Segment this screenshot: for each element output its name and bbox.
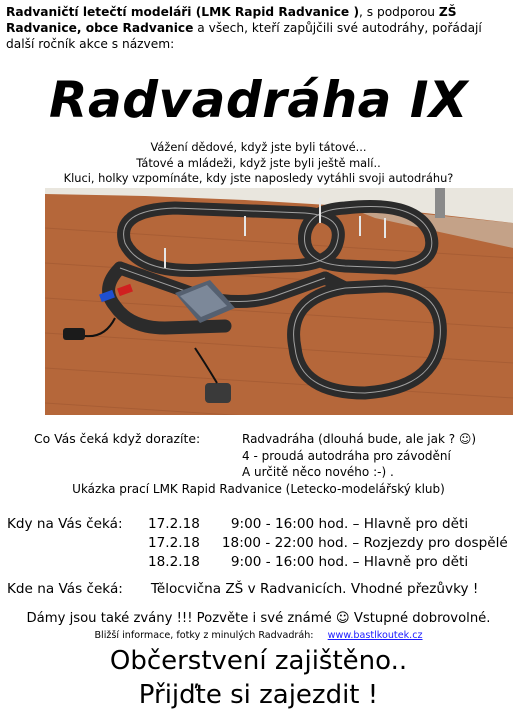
expect-item: Radvadráha (dlouhá bude, ale jak ? ☺) xyxy=(242,432,477,446)
sponsor-name: ZŠ Radvanice, obce Radvanice xyxy=(6,5,457,35)
info-line xyxy=(0,630,517,641)
schedule-row xyxy=(148,516,468,532)
poem-line: Tátové a mládeži, když jste byli ještě malí.. xyxy=(136,155,381,170)
schedule-desc: – Rozjezdy pro dospělé xyxy=(352,535,508,551)
schedule-desc: – Hlavně pro děti xyxy=(352,516,469,532)
poem-line: Kluci, holky vzpomínáte, kdy jste naposledy vytáhli svoji autodráhu? xyxy=(63,171,454,185)
expect-item: 4 - proudá autodráha pro závodění xyxy=(242,448,451,463)
showcase-text: Ukázka prací LMK Rapid Radvanice (Letecko-modelářský klub) xyxy=(72,482,445,496)
intro-paragraph xyxy=(6,4,511,52)
location-value: Tělocvična ZŠ v Radvanicích. Vhodné přezůvky ! xyxy=(150,581,479,597)
intro-text-1: , s podporou xyxy=(359,5,439,19)
refreshments-headline: Občerstvení zajištěno.. xyxy=(109,646,408,676)
schedule-desc: – Hlavně pro děti xyxy=(352,554,469,570)
schedule-row xyxy=(148,535,508,551)
expect-label: Co Vás čeká když dorazíte: xyxy=(34,431,201,446)
ladies-invite: Dámy jsou také zvány !!! Pozvěte i své známé ☺ Vstupné dobrovolné. xyxy=(26,611,491,626)
poem-line: Vážení dědové, když jste byli tátové... xyxy=(150,140,367,154)
location-label: Kde na Vás čeká: xyxy=(7,581,123,597)
location-line xyxy=(7,581,478,597)
schedule-date: 17.2.18 xyxy=(148,535,200,551)
schedule-time: 9:00 - 16:00 hod. xyxy=(230,516,349,532)
schedule-date: 18.2.18 xyxy=(148,554,200,570)
intro-text-2: a všech, kteří zapůjčili své autodráhy, pořádají další ročník akce s názvem: xyxy=(6,21,482,51)
schedule-label: Kdy na Vás čeká: xyxy=(7,516,123,532)
website-link[interactable]: www.bastlkoutek.cz xyxy=(327,630,423,641)
come-ride-headline: Přijďte si zajezdit ! xyxy=(138,680,379,710)
expect-item: A určitě něco nového :-) . xyxy=(242,465,394,479)
schedule-row xyxy=(148,554,468,570)
expect-list xyxy=(242,431,476,481)
slot-car-track-photo xyxy=(45,188,513,415)
poem-block xyxy=(0,140,517,187)
info-text: Bližší informace, fotky z minulých Radvadráh: xyxy=(94,630,314,641)
schedule-date: 17.2.18 xyxy=(148,516,200,532)
event-title: Radvadráha IX xyxy=(49,71,468,129)
schedule-time: 18:00 - 22:00 hod. xyxy=(221,535,348,551)
organizer-name: Radvaničtí letečtí modeláři (LMK Rapid Radvanice ) xyxy=(6,5,360,19)
schedule-time: 9:00 - 16:00 hod. xyxy=(230,554,349,570)
